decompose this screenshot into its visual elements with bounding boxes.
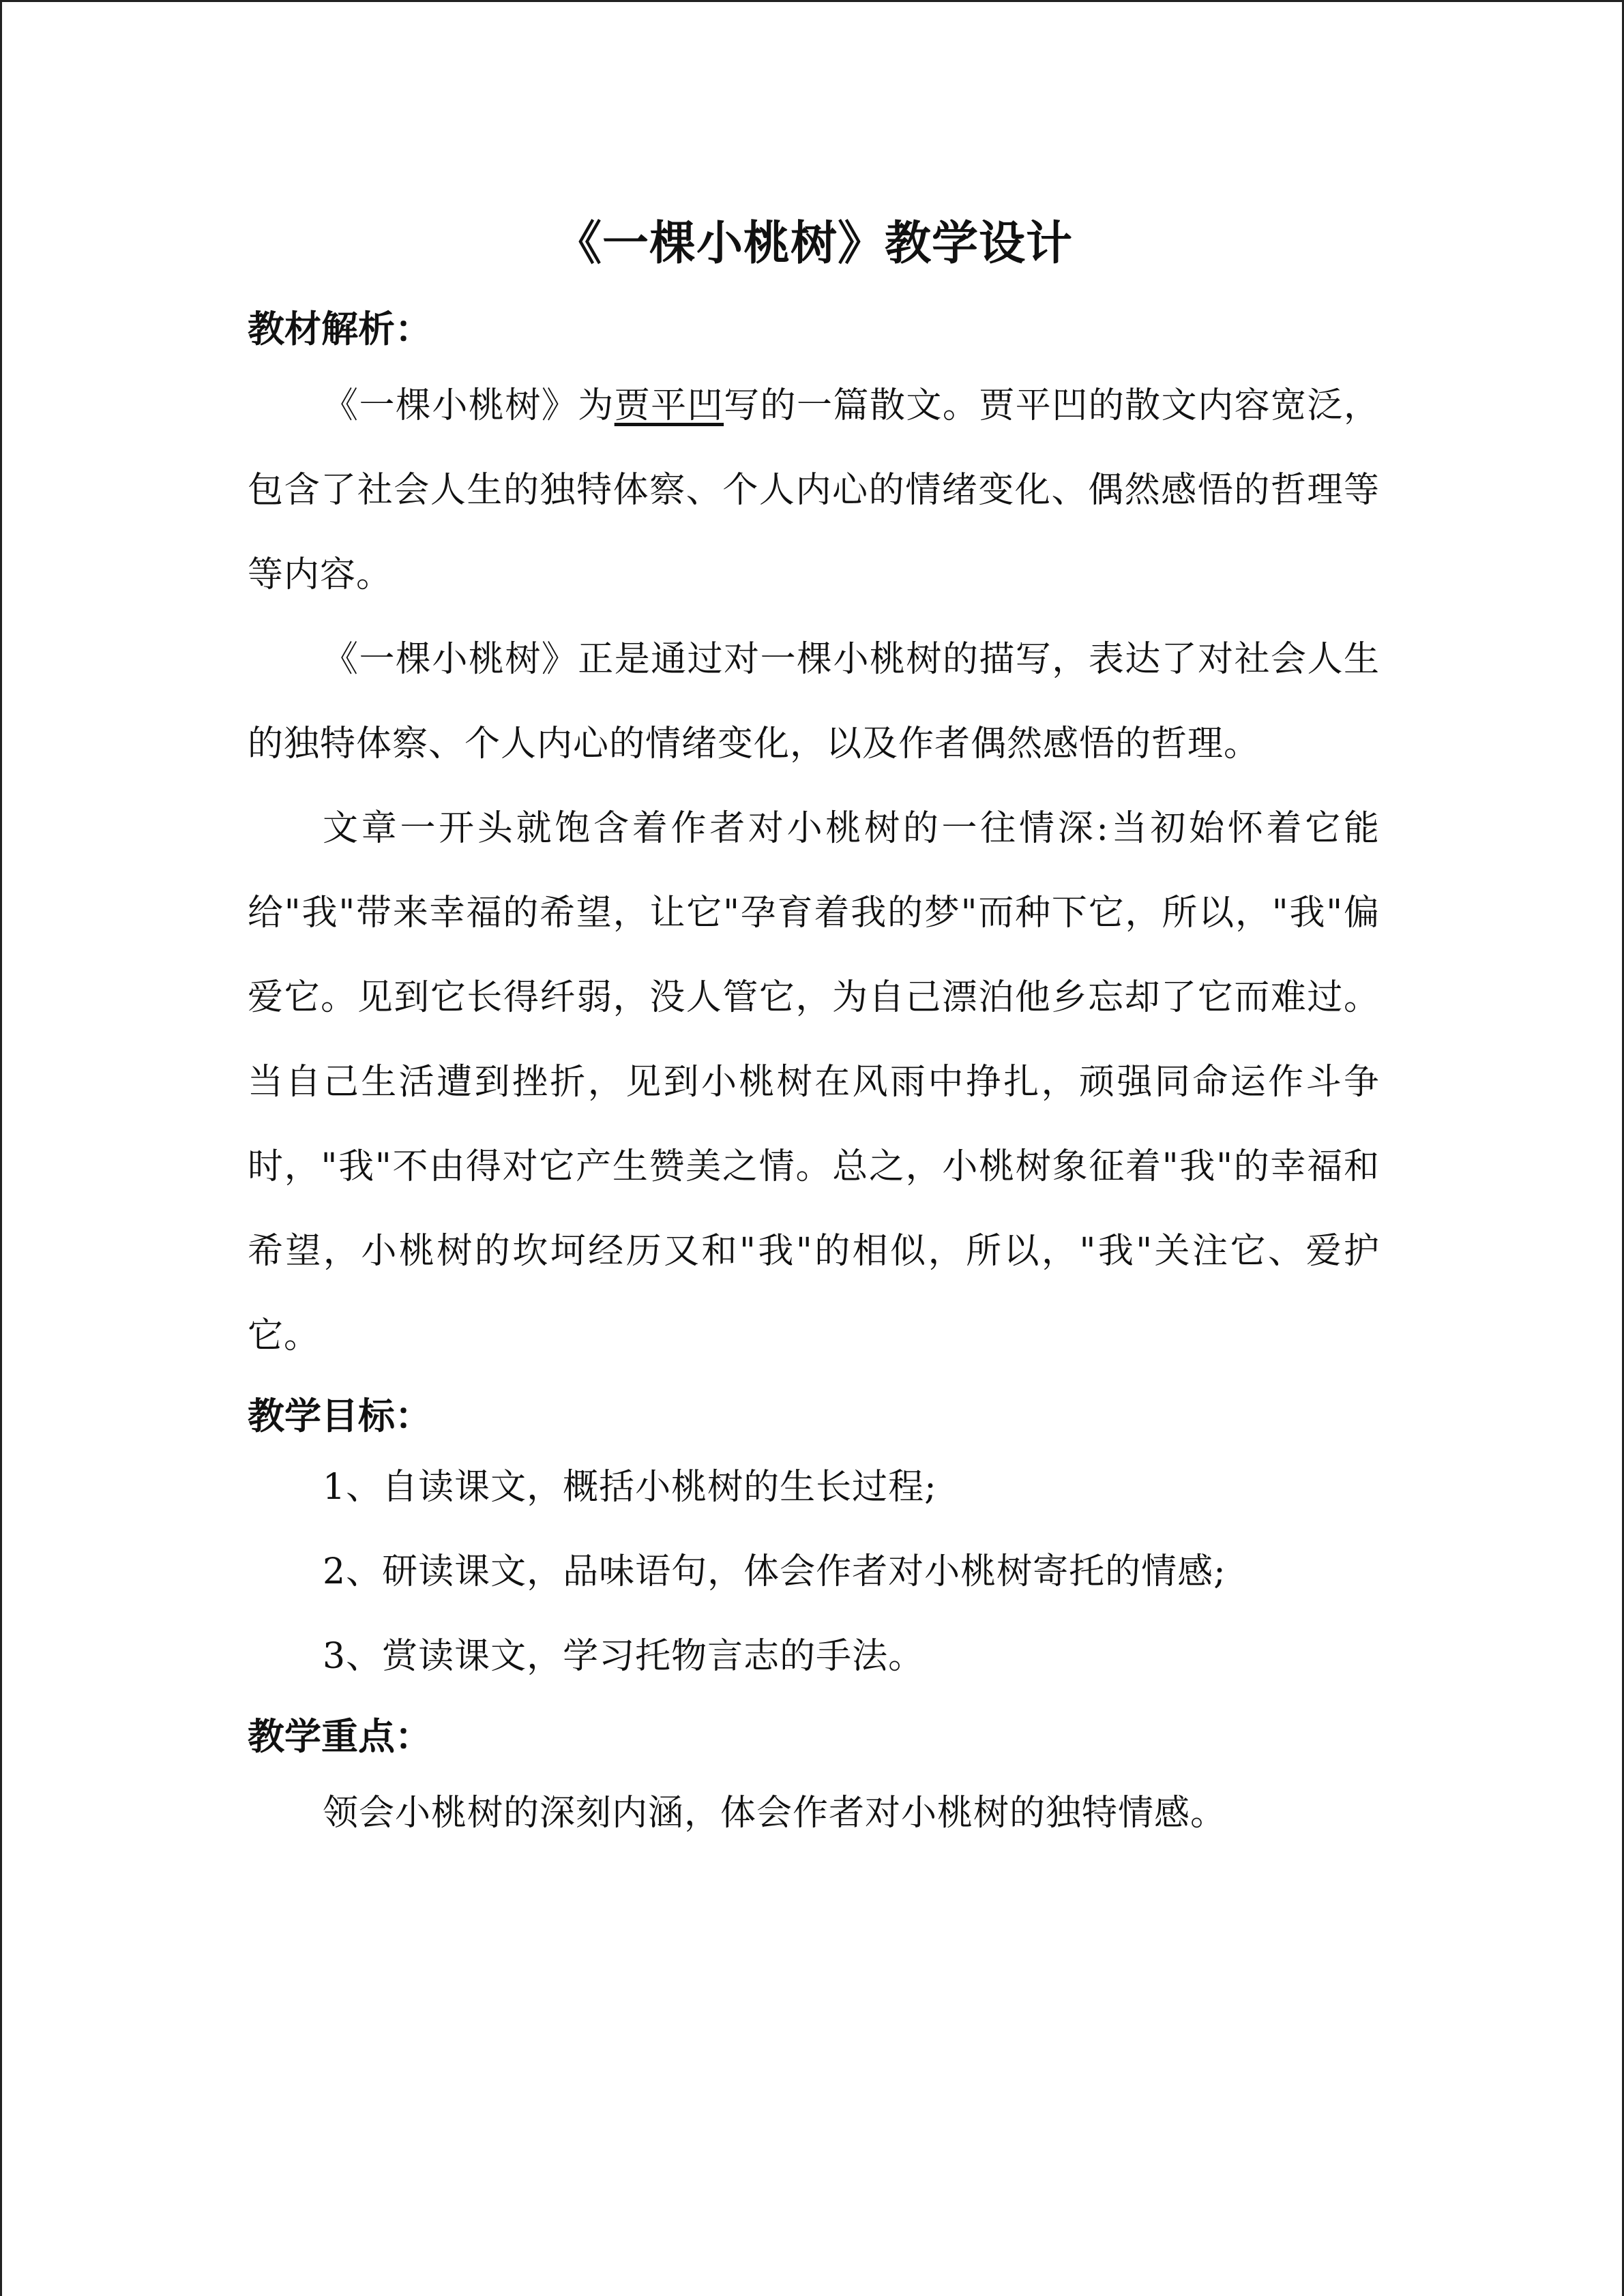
- author-link[interactable]: 贾平凹: [614, 385, 724, 426]
- analysis-paragraph-2: 《一棵小桃树》正是通过对一棵小桃树的描写，表达了对社会人生的独特体察、个人内心的情绪变化，以及作者偶然感悟的哲理。: [248, 639, 1380, 764]
- analysis-paragraph-1: [248, 363, 1380, 617]
- objective-item-1: 1、自读课文，概括小桃树的生长过程;: [323, 1467, 937, 1508]
- objective-item-2: 2、研读课文，品味语句，体会作者对小桃树寄托的情感;: [323, 1551, 1226, 1592]
- section-heading-analysis: 教材解析：: [248, 308, 432, 351]
- analysis-paragraph-1-lead: 《一棵小桃树》为: [323, 385, 615, 426]
- section-heading-key-points: 教学重点：: [248, 1715, 432, 1758]
- document-body: [248, 301, 1380, 1855]
- analysis-paragraph-1-rest: 写的一篇散文。贾平凹的散文内容宽泛，包含了社会人生的独特体察、个人内心的情绪变化、偶然感悟的哲理等等内容。: [248, 385, 1380, 595]
- section-heading-objectives: 教学目标：: [248, 1395, 432, 1437]
- key-points-paragraph-1: 领会小桃树的深刻内涵，体会作者对小桃树的独特情感。: [323, 1793, 1227, 1834]
- analysis-paragraph-3: 文章一开头就饱含着作者对小桃树的一往情深:当初始怀着它能给"我"带来幸福的希望，让它"孕育着我的梦"而种下它，所以，"我"偏爱它。见到它长得纤弱，没人管它，为自己漂泊他乡忘却了它而难过。当自己生活遭到挫折，见到小桃树在风雨中挣扎，顽强同命运作斗争时，"我"不由得对它产生赞美之情。总之，小桃树象征着"我"的幸福和希望，小桃树的坎坷经历又和"我"的相似，所以，"我"关注它、爱护它。: [248, 808, 1380, 1356]
- objective-item-3: 3、赏读课文，学习托物言志的手法。: [323, 1636, 925, 1677]
- document-title: 《一棵小桃树》教学设计: [555, 217, 1073, 271]
